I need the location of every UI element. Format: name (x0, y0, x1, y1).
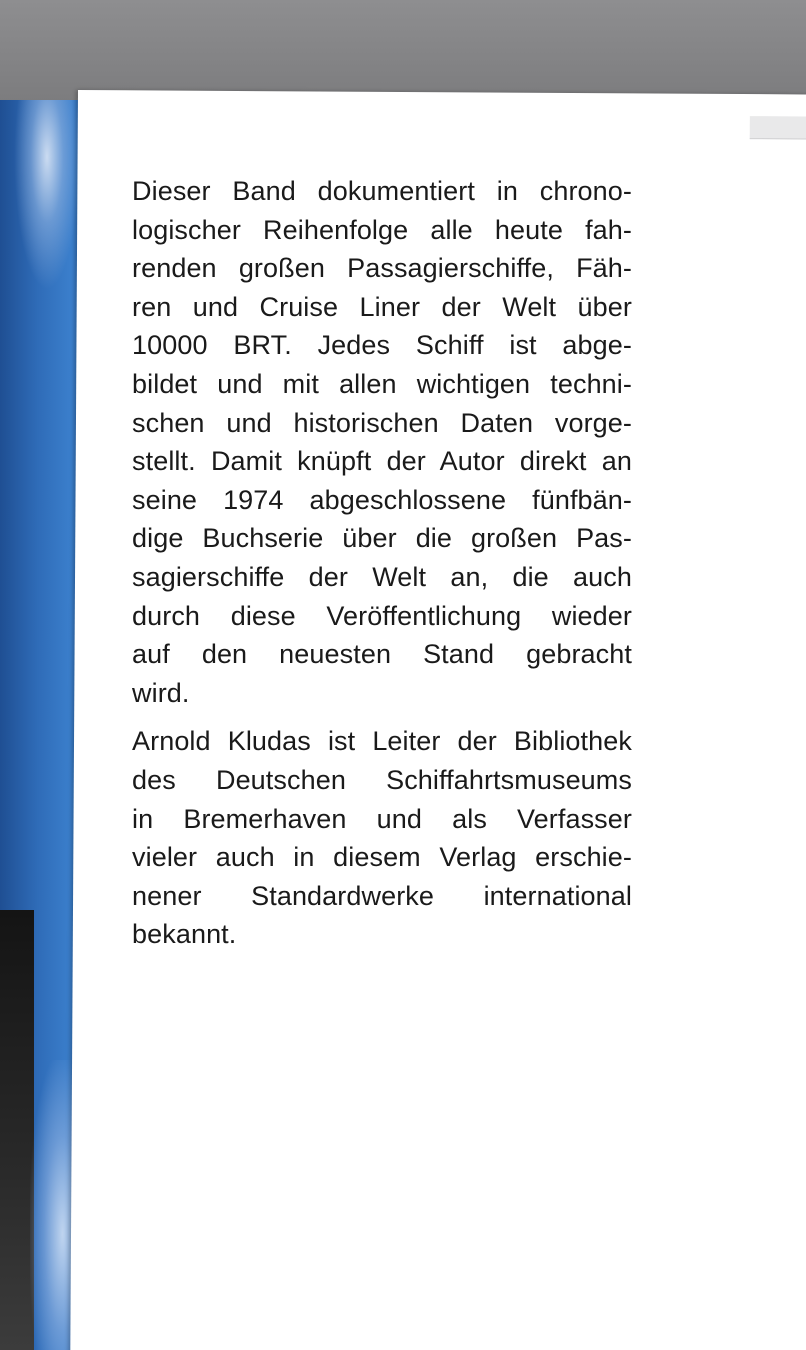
text-line: des Deutschen Schiffahrtsmuseums (132, 764, 632, 795)
text-line: durch diese Veröffentlichung wieder (132, 600, 632, 631)
book-blurb (132, 172, 632, 954)
text-line: nener Standardwerke international (132, 880, 632, 911)
text-line: vieler auch in diesem Verlag erschie- (132, 842, 632, 873)
text-line: auf den neuesten Stand gebracht (132, 639, 632, 670)
page-edge-tab (750, 116, 806, 139)
text-line: schen und historischen Daten vorge- (132, 407, 632, 438)
text-line: wird. (132, 677, 190, 708)
text-line: 10000 BRT. Jedes Schiff ist abge- (132, 330, 632, 361)
text-line: renden großen Passagierschiffe, Fäh- (132, 253, 632, 284)
dark-hull-band (0, 910, 34, 1350)
text-line: in Bremerhaven und als Verfasser (132, 803, 632, 834)
blurb-paragraph-author (132, 722, 632, 954)
text-line: logischer Reihenfolge alle heute fah- (132, 214, 632, 245)
text-line: dige Buchserie über die großen Pas- (132, 523, 632, 554)
text-line: ren und Cruise Liner der Welt über (132, 291, 632, 322)
text-line: Dieser Band dokumentiert in chrono- (132, 176, 632, 206)
wave-spray-image-top (14, 100, 80, 290)
text-line: bekannt. (132, 919, 237, 950)
text-line: Arnold Kludas ist Leiter der Bibliothek (132, 726, 632, 757)
text-line: bildet und mit allen wichtigen techni- (132, 368, 632, 399)
text-line: sagierschiffe der Welt an, die auch (132, 561, 632, 592)
text-line: stellt. Damit knüpft der Autor direkt an (132, 446, 632, 477)
blurb-paragraph-description (132, 172, 632, 712)
text-line: seine 1974 abgeschlossene fünfbän- (132, 484, 632, 515)
